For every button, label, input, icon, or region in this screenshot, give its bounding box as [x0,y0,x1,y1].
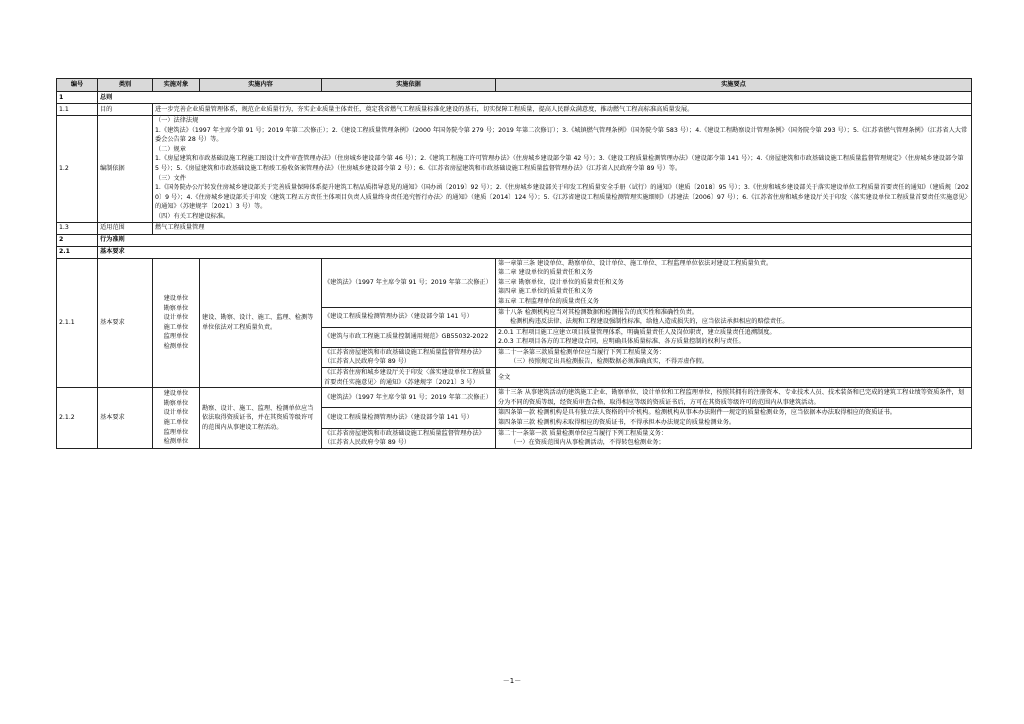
table-row [57,246,972,258]
object-item: 勘察单位 [163,304,189,312]
object-list [153,388,200,449]
object-item: 检测单位 [163,343,189,351]
row-no: 2 [57,234,98,246]
table-row [57,234,972,246]
document-page [56,78,971,449]
points-cell [496,327,972,347]
table-row [57,258,972,307]
point-line: 第十八条 检测机构应当对其检测数据和检测报告的真实性和准确性负责。 [498,308,698,316]
object-item: 设计单位 [163,314,189,322]
row-text: 进一步完善企业质量管理体系，规范企业质量行为，夯实企业质量主体责任，奠定我省燃气工程质量标准化建设的基石，切实保障工程质量，提高人民群众满意度，推动燃气工程高标准高质量发展。 [153,104,972,116]
standards-table [56,78,972,449]
basis-cell: 《建筑与市政工程施工质量控制通用规范》GB55032-2022 [322,327,496,347]
basis-heading: （三）文件 [155,174,186,182]
header-basis: 实施依据 [322,79,496,92]
point-line: 第二十一条第一款 质量检测单位应当履行下列工程质量义务： [498,429,668,437]
row-text: 燃气工程质量管理 [153,222,972,234]
basis-paragraph: 1.《国务院办公厅转发住房城乡建设部关于完善质量保障体系提升建筑工程品质指导意见的通知》（国办函〔2019〕92 号）；2.《住房城乡建设部关于印发工程质量安全手册（试行）的通知》（建质〔2018〕95 号）；3.《住房和城乡建设部关于落实建设单位工程质量首要责任的通知》（建质规〔2020〕9 号）；4.《住房城乡建设部关于印发〈建筑工程五方责任主体项目负责人质量终身责任追究暂行办法〉的通知》（建质〔2014〕124 号）；5.《江苏省建设工程质量检测管理实施细则》（苏建法〔2006〕97 号）；6.《江苏省住房和城乡建设厅关于印发〈落实建设单位工程质量首要责任实施意见〉的通知》（苏建规字〔2021〕3 号）等。 [155,184,969,211]
table-row [57,104,972,116]
table-header-row [57,79,972,92]
section-title: 行为准则 [98,234,972,246]
points-cell [496,428,972,448]
object-item: 勘察单位 [163,399,189,407]
table-row [57,222,972,234]
object-item: 监理单位 [163,333,189,341]
object-item: 设计单位 [163,409,189,417]
row-no: 1.2 [57,116,98,223]
basis-cell: 《建设工程质量检测管理办法》（建设部令第 141 号） [322,307,496,327]
object-list [153,258,200,388]
points-cell: 全文 [496,368,972,388]
object-item: 建设单位 [163,295,189,303]
object-item: 施工单位 [163,323,189,331]
basis-paragraph: 1.《房屋建筑和市政基础设施工程施工图设计文件审查管理办法》（住房城乡建设部令第 46 号）；2.《建筑工程施工许可管理办法》（住房城乡建设部令第 42 号）；3.《建设工程质量检测管理办法》（建设部令第 141 号）；4.《房屋建筑和市政基础设施工程质量监督管理规定》（住房城乡建设部令第 5 号）；5.《房屋建筑和市政基础设施工程竣工验收备案管理办法》（住房城乡建设部令第 2 号）；6.《江苏省房屋建筑和市政基础设施工程质量监督管理办法》（江苏省人民政府令第 89 号）等。 [155,155,964,172]
point-line: 第二十一条第三款质量检测单位应当履行下列工程质量义务： [498,348,666,356]
header-object: 实施对象 [153,79,200,92]
basis-cell: 《建设工程质量检测管理办法》（建设部令第 141 号） [322,408,496,428]
content-cell: 勘察、设计、施工、监理、检测单位应当依法取得资质证书，并在其资质等级许可的范围内从事建设工程活动。 [200,388,322,449]
header-content: 实施内容 [200,79,322,92]
table-row [57,388,972,408]
basis-list [153,116,972,223]
basis-cell: 《建筑法》（1997 年主席令第 91 号；2019 年第二次修正） [322,258,496,307]
point-line: 第五章 工程监理单位的质量责任义务 [498,297,599,305]
basis-cell: 《建筑法》（1997 年主席令第 91 号；2019 年第二次修正） [322,388,496,408]
header-category: 类别 [98,79,153,92]
basis-cell: 《江苏省房屋建筑和市政基础设施工程质量监督管理办法》（江苏省人民政府令第 89 号） [322,428,496,448]
basis-cell: 《江苏省房屋建筑和市政基础设施工程质量监督管理办法》（江苏省人民政府令第 89 号） [322,347,496,367]
row-no: 2.1 [57,246,98,258]
object-item: 监理单位 [163,428,189,436]
point-line: 第二章 建设单位的质量责任和义务 [498,269,593,277]
point-line: 2.0.3 工程项目各方的工程建设合同，应明确具体质量标准、各方质量控制的权利与责任。 [498,338,745,346]
points-cell: 第十三条 从事建筑活动的建筑施工企业、勘察单位、设计单位和工程监理单位，按照其拥有的注册资本、专业技术人员、技术装备和已完成的建筑工程业绩等资质条件，划分为不同的资质等级，经资质审查合格，取得相应等级的资质证书后，方可在其资质等级许可的范围内从事建筑活动。 [496,388,972,408]
basis-heading: （四）有关工程建设标准。 [155,212,230,220]
row-no: 1.3 [57,222,98,234]
header-no: 编号 [57,79,98,92]
row-no: 1.1 [57,104,98,116]
point-line: 第一章第三条 建设单位、勘察单位、设计单位、施工单位、工程监理单位依法对建设工程质量负责。 [498,259,773,267]
point-line: 第四条第一款 检测机构是具有独立法人资格的中介机构。检测机构从事本办法附件一规定的质量检测业务，应当依据本办法取得相应的资质证书。 [498,409,896,417]
table-row [57,116,972,223]
row-category: 基本要求 [98,388,153,449]
row-no: 1 [57,92,98,104]
row-category: 目的 [98,104,153,116]
object-item: 施工单位 [163,419,189,427]
row-category: 基本要求 [98,258,153,388]
basis-cell: 《江苏省住房和城乡建设厅关于印发〈落实建设单位工程质量首要责任实施意见〉的通知》（苏建规字〔2021〕3 号） [322,368,496,388]
points-cell [496,408,972,428]
point-line: 检测机构违反法律、法规和工程建设强制性标准，给他人造成损失的，应当依法承担相应的赔偿责任。 [510,318,789,326]
object-item: 检测单位 [163,438,189,446]
point-line: 第四章 施工单位的质量责任和义务 [498,288,593,296]
points-cell [496,258,972,307]
points-cell [496,307,972,327]
point-line: 2.0.1 工程项目施工应建立项目质量管理体系，明确质量责任人及岗位职责，建立质量责任追溯制度。 [498,328,776,336]
row-category: 适用范围 [98,222,153,234]
point-line: 第三章 勘察单位、设计单位的质量责任和义务 [498,278,624,286]
object-item: 建设单位 [163,390,189,398]
point-line: （三）按照规定出具检测报告，检测数据必须准确真实，不得弄虚作假。 [510,358,708,366]
table-row [57,92,972,104]
row-no: 2.1.2 [57,388,98,449]
basis-heading: （一）法律法规 [155,117,199,124]
row-category: 编制依据 [98,116,153,223]
section-title: 总则 [98,92,972,104]
point-line: 第四条第三款 检测机构未取得相应的资质证书，不得承担本办法规定的质量检测业务。 [498,419,736,427]
row-no: 2.1.1 [57,258,98,388]
point-line: （一）在资质范围内从事检测活动，不得转包检测业务； [510,439,665,447]
header-points: 实施要点 [496,79,972,92]
section-title: 基本要求 [98,246,972,258]
content-cell: 建设、勘察、设计、施工、监理、检测等单位依法对工程质量负责。 [200,258,322,388]
points-cell [496,347,972,367]
basis-paragraph: 1.《建筑法》（1997 年主席令第 91 号；2019 年第二次修正）；2.《建设工程质量管理条例》（2000 年国务院令第 279 号；2019 年第二次修订）；3.《城镇燃气管理条例》（国务院令第 583 号）；4.《建设工程勘察设计管理条例》（国务院令第 293 号）；5.《江苏省燃气管理条例》（江苏省人大常委会公告第 28 号）等。 [155,126,968,144]
page-number: －1－ [502,677,522,685]
basis-heading: （二）规章 [155,145,186,153]
